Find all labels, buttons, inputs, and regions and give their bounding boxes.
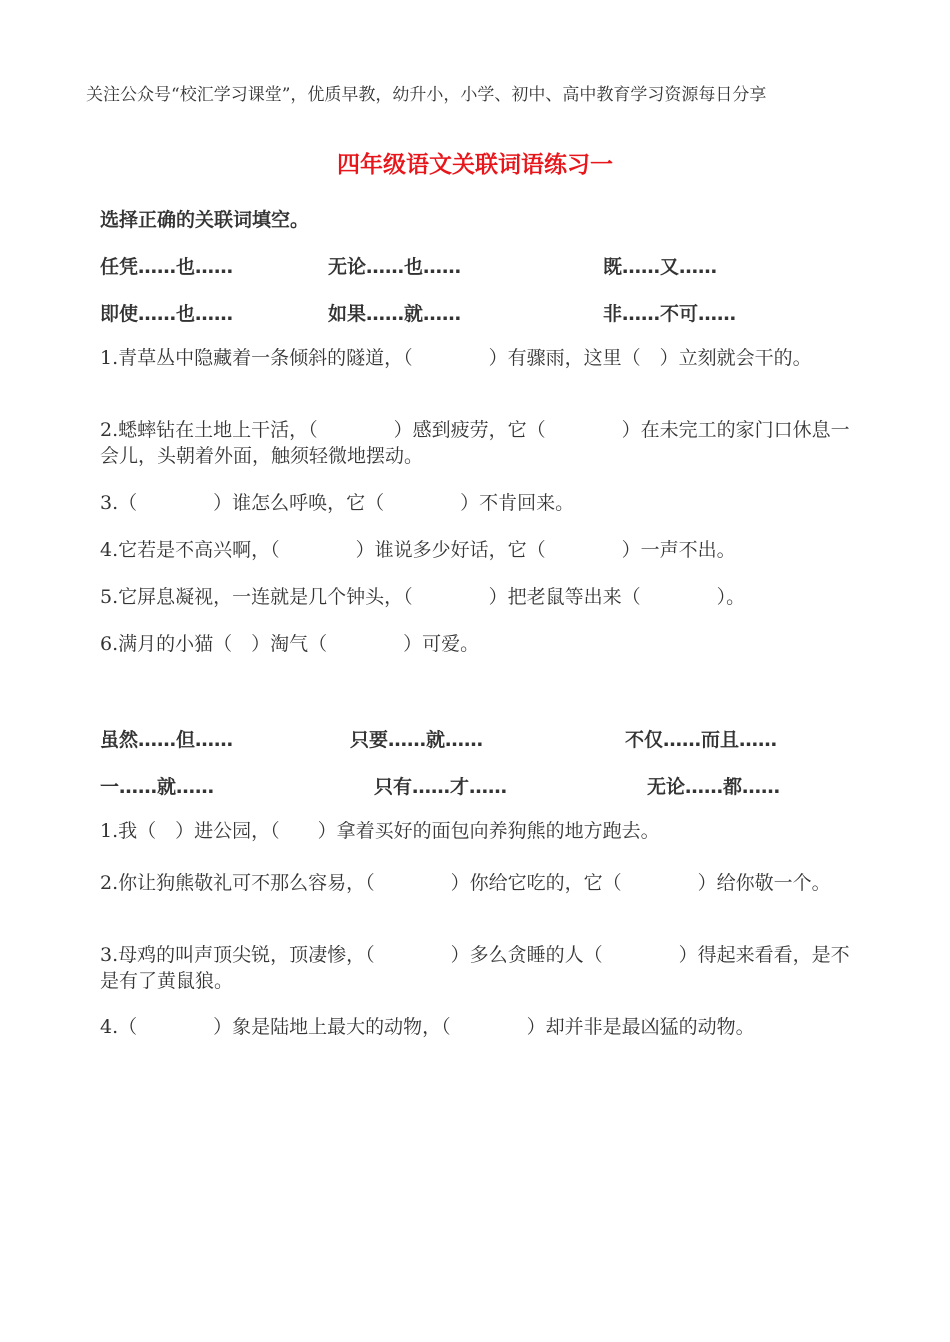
s2-word-5: 只有……才…… xyxy=(374,776,508,798)
s2-word-1: 虽然……但…… xyxy=(100,729,234,751)
s1-question-3: 3.（ ）谁怎么呼唤，它（ ）不肯回来。 xyxy=(100,492,575,514)
s1-word-1: 任凭……也…… xyxy=(100,256,234,278)
page-title: 四年级语文关联词语练习一 xyxy=(337,152,613,178)
s2-word-3: 不仅……而且…… xyxy=(625,729,778,751)
s2-question-3: 3.母鸡的叫声顶尖锐，顶凄惨，（ ）多么贪睡的人（ ）得起来看看，是不是有了黄鼠狼。 xyxy=(100,944,850,992)
s1-question-6: 6.满月的小猫（ ）淘气（ ）可爱。 xyxy=(100,633,480,655)
s2-word-4: 一……就…… xyxy=(100,776,215,798)
page-header: 关注公众号“校汇学习课堂”，优质早教，幼升小，小学、初中、高中教育学习资源每日分享 xyxy=(86,85,767,105)
s1-question-2: 2.蟋蟀钻在土地上干活，（ ）感到疲劳，它（ ）在未完工的家门口休息一会儿，头朝着外面，触须轻微地摆动。 xyxy=(100,419,850,467)
s1-word-4: 即使……也…… xyxy=(100,303,234,325)
s1-word-6: 非……不可…… xyxy=(603,303,737,325)
s1-word-5: 如果……就…… xyxy=(328,303,462,325)
s1-question-4: 4.它若是不高兴啊，（ ）谁说多少好话，它（ ）一声不出。 xyxy=(100,539,736,561)
s2-question-4: 4.（ ）象是陆地上最大的动物，（ ）却并非是最凶猛的动物。 xyxy=(100,1016,755,1038)
s2-question-2: 2.你让狗熊敬礼可不那么容易，（ ）你给它吃的，它（ ）给你敬一个。 xyxy=(100,872,831,894)
s1-question-1: 1.青草丛中隐藏着一条倾斜的隧道，（ ）有骤雨，这里（ ）立刻就会干的。 xyxy=(100,347,812,369)
instruction: 选择正确的关联词填空。 xyxy=(100,209,310,231)
s1-word-3: 既……又…… xyxy=(603,256,718,278)
s1-word-2: 无论……也…… xyxy=(328,256,462,278)
s2-question-1: 1.我（ ）进公园，（ ）拿着买好的面包向养狗熊的地方跑去。 xyxy=(100,820,660,842)
s2-word-6: 无论……都…… xyxy=(647,776,781,798)
s2-word-2: 只要……就…… xyxy=(350,729,484,751)
s1-question-5: 5.它屏息凝视，一连就是几个钟头，（ ）把老鼠等出来（ ）。 xyxy=(100,586,746,608)
